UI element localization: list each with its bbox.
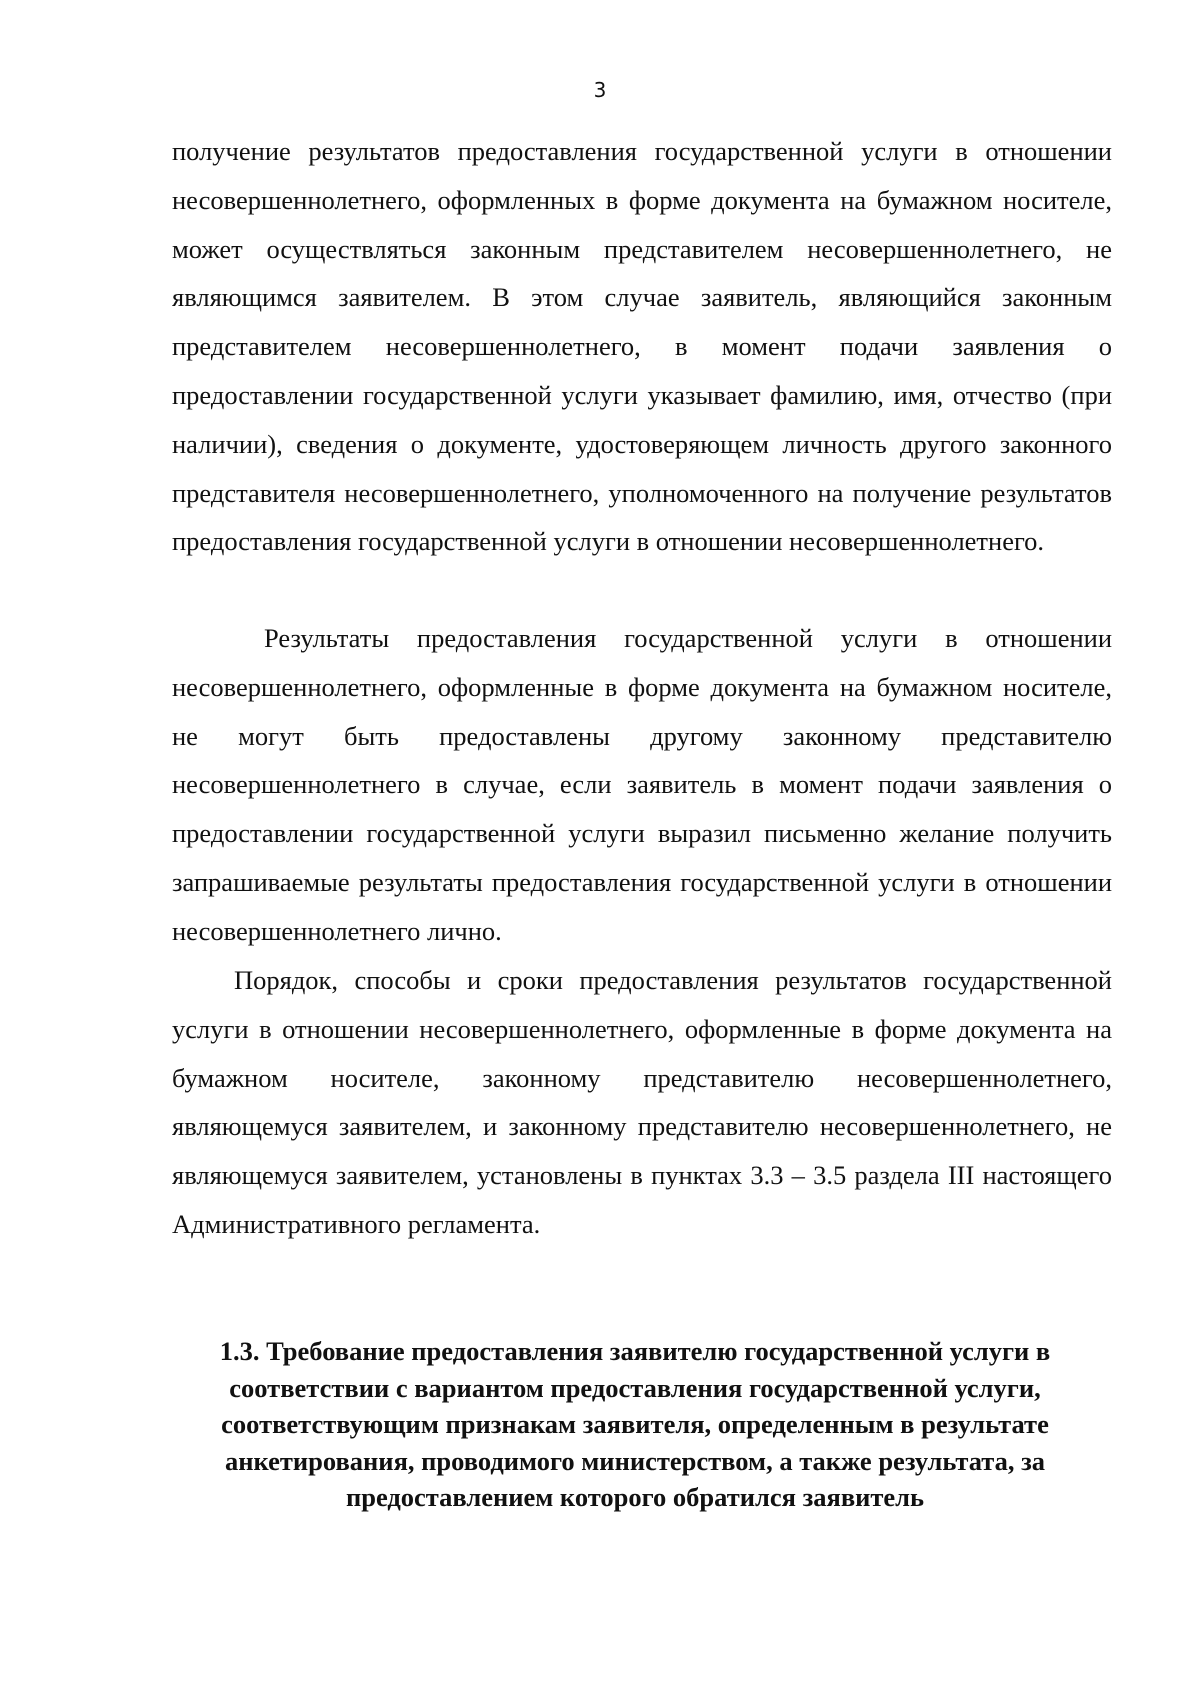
- paragraph-procedure: Порядок, способы и сроки предоставления результатов государственной услуги в отношении несовершеннолетнего, оформленные в форме документа на бумажном носителе, законному представителю несовершеннолетнего, являющемуся заявителем, и законному представителю несовершеннолетнего, не являющемуся заявителем, установлены в пунктах 3.3 – 3.5 раздела III настоящего Административного регламента.: [172, 965, 1112, 1239]
- section-heading: 1.3. Требование предоставления заявителю государственной услуги в соответствии с вариантом предоставления государственной услуги, соответствующим признакам заявителя, определенным в результате анкетирования, проводимого министерством, а также результата, за предоставлением которого обратился заявитель: [219, 1336, 1051, 1512]
- paragraph-continuation: получение результатов предоставления государственной услуги в отношении несовершеннолетнего, оформленных в форме документа на бумажном носителе, может осуществляться законным представителем несовершеннолетнего, не являющимся заявителем. В этом случае заявитель, являющийся законным представителем несовершеннолетнего, в момент подачи заявления о предоставлении государственной услуги указывает фамилию, имя, отчество (при наличии), сведения о документе, удостоверяющем личность другого законного представителя несовершеннолетнего, уполномоченного на получение результатов предоставления государственной услуги в отношении несовершеннолетнего.: [172, 136, 1112, 557]
- page-number: 3: [593, 78, 607, 102]
- paragraph-results-restriction: Результаты предоставления государственной услуги в отношении несовершеннолетнего, оформленные в форме документа на бумажном носителе, не могут быть предоставлены другому законному представителю несовершеннолетнего в случае, если заявитель в момент подачи заявления о предоставлении государственной услуги выразил письменно желание получить запрашиваемые результаты предоставления государственной услуги в отношении несовершеннолетнего лично.: [172, 623, 1112, 946]
